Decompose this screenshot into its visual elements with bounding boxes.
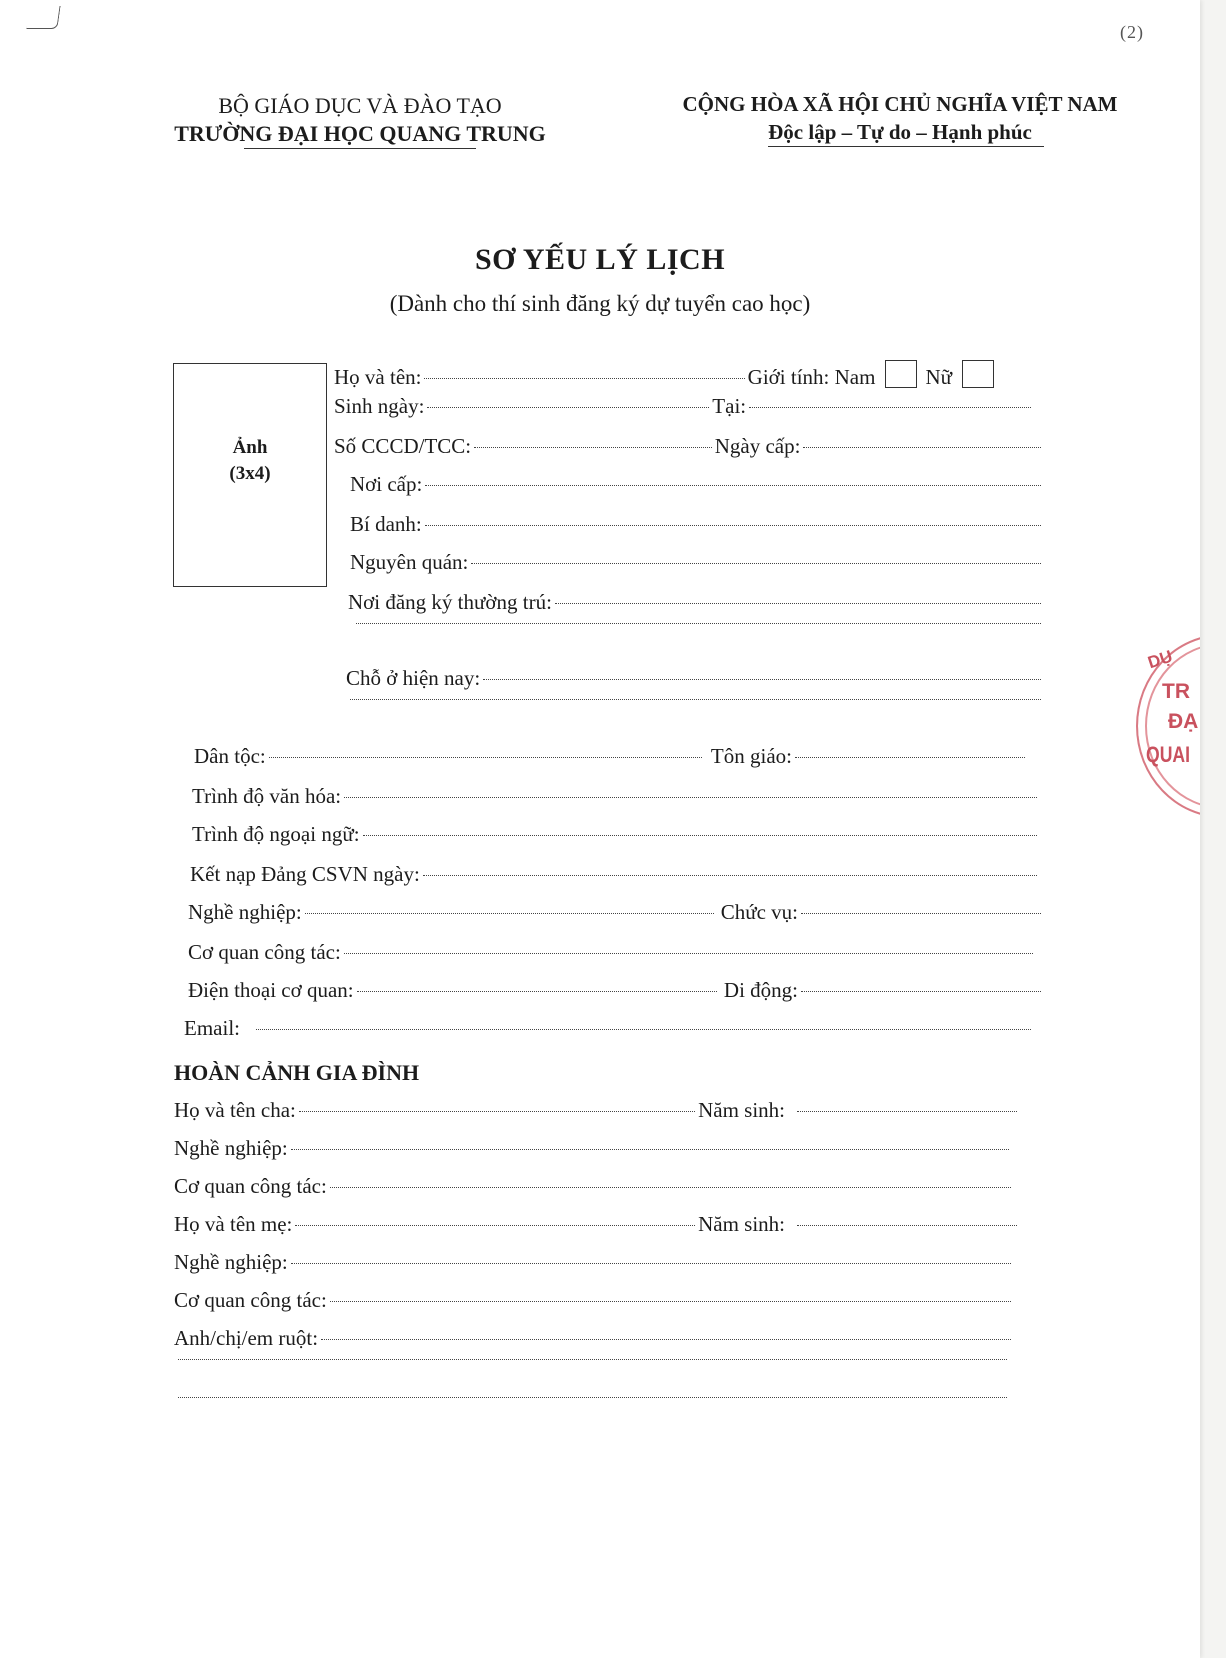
hometown-field[interactable]	[471, 563, 1041, 564]
mobile-label: Di động:	[723, 978, 798, 1002]
siblings-field-3[interactable]	[178, 1397, 1007, 1398]
workplace-field[interactable]	[344, 953, 1033, 954]
mobile-field[interactable]	[801, 991, 1041, 992]
republic-name: CỘNG HÒA XÃ HỘI CHỦ NGHĨA VIỆT NAM	[682, 92, 1118, 116]
mother-workplace-field[interactable]	[330, 1301, 1011, 1302]
language-label: Trình độ ngoại ngữ:	[192, 822, 360, 846]
stamp-text-1: DỤ	[1145, 646, 1175, 673]
mother-name-label: Họ và tên mẹ:	[174, 1212, 293, 1236]
mother-birth-year-field[interactable]	[797, 1225, 1017, 1226]
mother-occupation-label: Nghề nghiệp:	[174, 1250, 288, 1274]
alias-label: Bí danh:	[350, 512, 422, 536]
photo-label: Ảnh	[232, 437, 268, 458]
office-phone-field[interactable]	[357, 991, 717, 992]
party-field[interactable]	[423, 875, 1037, 876]
permanent-address-field-2[interactable]	[356, 623, 1041, 624]
religion-label: Tôn giáo:	[710, 744, 792, 768]
row-father-occupation	[174, 1136, 1012, 1166]
row-siblings	[174, 1326, 1014, 1356]
issue-place-field[interactable]	[425, 485, 1041, 486]
mother-name-field[interactable]	[295, 1225, 695, 1226]
religion-field[interactable]	[795, 757, 1025, 758]
current-address-field-2[interactable]	[350, 699, 1041, 700]
issue-date-label: Ngày cấp:	[714, 434, 801, 458]
mother-occupation-field[interactable]	[291, 1263, 1011, 1264]
permanent-address-field[interactable]	[555, 603, 1041, 604]
row-language	[192, 822, 1040, 852]
occupation-field[interactable]	[305, 913, 714, 914]
row-email	[184, 1016, 1034, 1046]
language-field[interactable]	[363, 835, 1037, 836]
page-subtitle: (Dành cho thí sinh đăng ký dự tuyển cao học)	[389, 291, 811, 316]
father-workplace-field[interactable]	[330, 1187, 1011, 1188]
row-hometown	[350, 550, 1044, 580]
header-left	[160, 92, 560, 148]
education-field[interactable]	[344, 797, 1037, 798]
workplace-label: Cơ quan công tác:	[188, 940, 341, 964]
row-current-address-cont	[350, 704, 1044, 734]
female-label: Nữ	[925, 365, 952, 389]
place-field[interactable]	[749, 407, 1031, 408]
father-birth-year-label: Năm sinh:	[698, 1098, 785, 1122]
page-title: SƠ YẾU LÝ LỊCH	[474, 243, 726, 276]
corner-mark	[26, 6, 60, 29]
row-mother-occupation	[174, 1250, 1014, 1280]
ethnicity-label: Dân tộc:	[194, 744, 266, 768]
family-heading: HOÀN CẢNH GIA ĐÌNH	[174, 1060, 420, 1085]
office-phone-label: Điện thoại cơ quan:	[188, 978, 354, 1002]
father-name-label: Họ và tên cha:	[174, 1098, 296, 1122]
row-siblings-cont-2	[178, 1402, 1010, 1432]
header-right-rule	[768, 146, 1044, 147]
row-phone	[188, 978, 1044, 1008]
issue-date-field[interactable]	[803, 447, 1041, 448]
position-label: Chức vụ:	[720, 900, 798, 924]
row-permanent-address	[348, 590, 1044, 620]
hometown-label: Nguyên quán:	[350, 550, 469, 574]
ethnicity-field[interactable]	[269, 757, 702, 758]
row-dob	[334, 394, 1034, 424]
stamp-text-4: QUAI	[1146, 742, 1190, 767]
full-name-field[interactable]	[424, 378, 744, 379]
row-issue-place	[350, 472, 1044, 502]
email-label: Email:	[184, 1016, 240, 1040]
row-id	[334, 434, 1044, 464]
father-workplace-label: Cơ quan công tác:	[174, 1174, 327, 1198]
occupation-label: Nghề nghiệp:	[188, 900, 302, 924]
page-number: (2)	[1120, 22, 1144, 42]
id-field[interactable]	[474, 447, 712, 448]
siblings-field[interactable]	[321, 1339, 1011, 1340]
row-mother	[174, 1212, 1020, 1242]
current-address-label: Chỗ ở hiện nay:	[346, 666, 481, 690]
row-ethnicity	[194, 744, 1028, 774]
siblings-field-2[interactable]	[178, 1359, 1007, 1360]
row-mother-workplace	[174, 1288, 1014, 1318]
row-education	[192, 784, 1040, 814]
row-permanent-address-cont	[356, 628, 1044, 658]
stamp-text-3: ĐẠ	[1168, 710, 1199, 733]
photo-size: (3x4)	[229, 463, 271, 484]
row-full-name	[334, 356, 994, 389]
email-field[interactable]	[256, 1029, 1031, 1030]
row-current-address	[346, 666, 1044, 696]
photo-box	[173, 363, 327, 587]
mother-birth-year-label: Năm sinh:	[698, 1212, 785, 1236]
row-father	[174, 1098, 1020, 1128]
gender-label: Giới tính: Nam	[747, 365, 876, 389]
alias-field[interactable]	[425, 525, 1041, 526]
father-occupation-field[interactable]	[291, 1149, 1009, 1150]
issue-place-label: Nơi cấp:	[350, 472, 423, 496]
row-father-workplace	[174, 1174, 1014, 1204]
red-stamp	[1132, 624, 1200, 834]
permanent-address-label: Nơi đăng ký thường trú:	[348, 590, 552, 614]
education-label: Trình độ văn hóa:	[192, 784, 342, 808]
header-left-rule	[244, 148, 476, 149]
father-name-field[interactable]	[299, 1111, 695, 1112]
dob-field[interactable]	[427, 407, 709, 408]
full-name-label: Họ và tên:	[334, 365, 422, 389]
row-siblings-cont-1	[178, 1364, 1010, 1394]
row-workplace	[188, 940, 1036, 970]
row-alias	[350, 512, 1044, 542]
father-occupation-label: Nghề nghiệp:	[174, 1136, 288, 1160]
place-label: Tại:	[712, 394, 747, 418]
father-birth-year-field[interactable]	[797, 1111, 1017, 1112]
party-label: Kết nạp Đảng CSVN ngày:	[190, 862, 420, 886]
id-label: Số CCCD/TCC:	[334, 434, 472, 458]
ministry-name: BỘ GIÁO DỤC VÀ ĐÀO TẠO	[218, 93, 502, 118]
siblings-label: Anh/chị/em ruột:	[174, 1326, 319, 1350]
row-party	[190, 862, 1040, 892]
stamp-text-2: TR	[1162, 680, 1190, 703]
row-occupation	[188, 900, 1044, 930]
motto: Độc lập – Tự do – Hạnh phúc	[768, 120, 1032, 144]
header-right	[650, 90, 1150, 146]
current-address-field[interactable]	[483, 679, 1041, 680]
position-field[interactable]	[801, 913, 1041, 914]
school-name: TRƯỜNG ĐẠI HỌC QUANG TRUNG	[174, 121, 546, 146]
dob-label: Sinh ngày:	[334, 394, 425, 418]
female-checkbox[interactable]	[962, 360, 994, 388]
mother-workplace-label: Cơ quan công tác:	[174, 1288, 327, 1312]
male-checkbox[interactable]	[885, 360, 917, 388]
